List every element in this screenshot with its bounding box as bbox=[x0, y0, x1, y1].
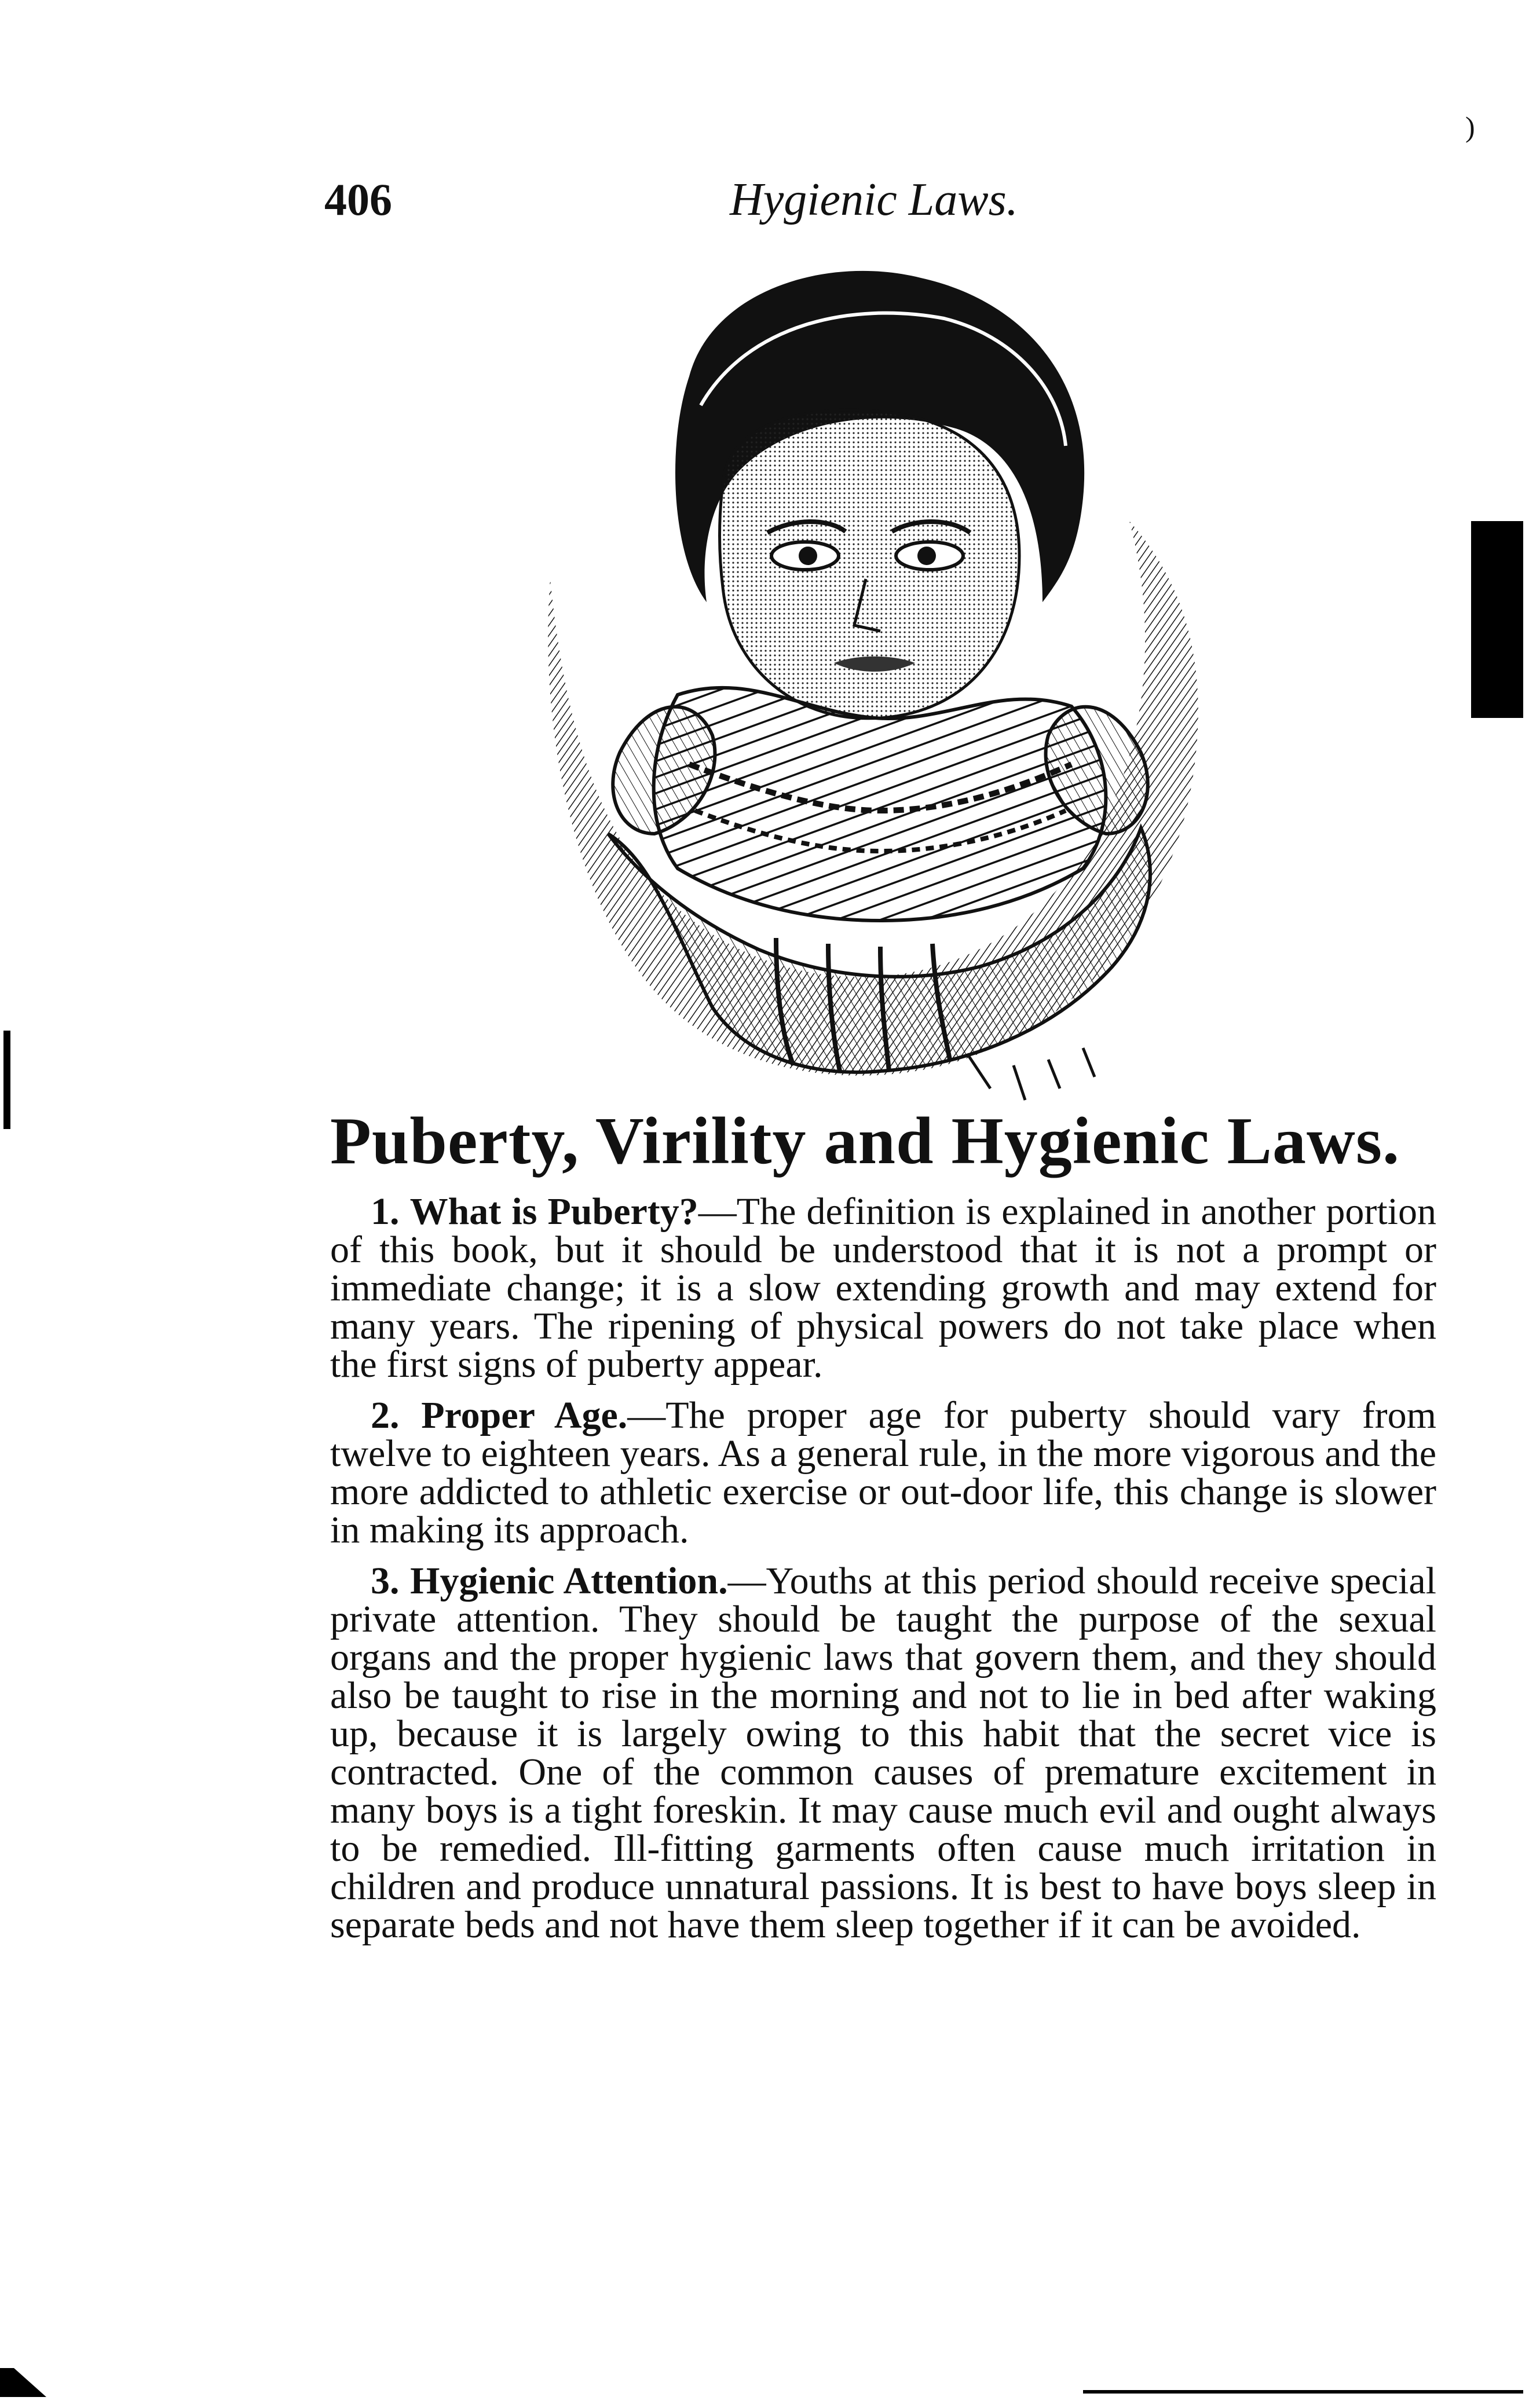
scan-edge-line bbox=[1083, 2390, 1523, 2394]
paragraph-heading: Hygienic Attention. bbox=[410, 1560, 728, 1602]
child-portrait-illustration bbox=[504, 255, 1257, 1112]
running-head: Hygienic Laws. bbox=[730, 174, 1018, 225]
paragraph-2 bbox=[330, 1394, 1436, 1551]
paragraph-text: —Youths at this period should receive special private attention. They should be taught the purpose of the sexual organs and the proper hygienic laws that govern them, and they should also be taught to rise in the morning and not to lie in bed after waking up, because it is largely owing to this habit that the secret vice is contracted. One of the common causes of premature excitement in many boys is a tight foreskin. It may cause much evil and ought always to be remedied. Ill-fitting garments often cause much irritation in children and produce unnatural passions. It is best to have boys sleep in separate beds and not have them sleep together if it can be avoided. bbox=[330, 1560, 1436, 1946]
paragraph-number: 1. bbox=[371, 1190, 400, 1233]
paragraph-text: —The definition is explained in another portion of this book, but it should be understood that it is not a prompt or immediate change; it is a slow extending growth and may extend for many years. The ripening of physical powers do not take place when the first signs of puberty appear. bbox=[330, 1190, 1437, 1386]
child-portrait-icon bbox=[504, 255, 1257, 1112]
scan-edge-mark bbox=[3, 1031, 10, 1129]
paragraph-number: 2. bbox=[371, 1394, 400, 1436]
page-header bbox=[324, 174, 1436, 249]
paragraph-3 bbox=[330, 1562, 1436, 1944]
paragraph-heading: What is Puberty? bbox=[409, 1190, 698, 1233]
scan-edge-mark bbox=[1471, 521, 1523, 718]
paragraph-heading: Proper Age. bbox=[421, 1394, 628, 1436]
paragraph-text: —The proper age for puberty should vary from twelve to eighteen years. As a general rule, in the more vigorous and the more addicted to athletic exercise or out-door life, this change is slower in making its approach. bbox=[330, 1394, 1436, 1551]
page-number: 406 bbox=[324, 174, 392, 225]
paragraph-1 bbox=[330, 1190, 1437, 1386]
scan-corner-mark bbox=[0, 2368, 46, 2397]
chapter-title: Puberty, Virility and Hygienic Laws. bbox=[330, 1104, 1400, 1178]
scan-speck: ) bbox=[1465, 111, 1475, 143]
article-body bbox=[330, 1190, 1437, 1957]
paragraph-number: 3. bbox=[371, 1560, 400, 1602]
